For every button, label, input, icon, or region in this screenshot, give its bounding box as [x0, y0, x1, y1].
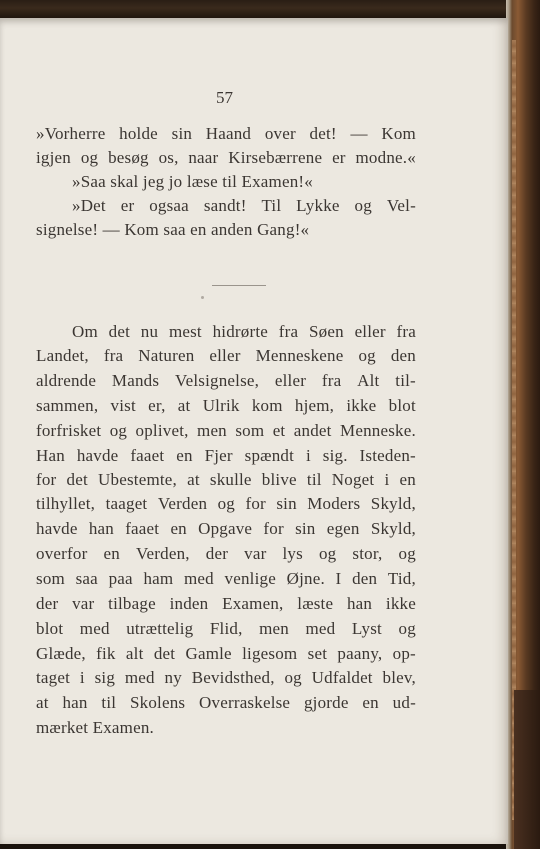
text-line: »Vorherre holde sin Haand over det! — Kom: [36, 124, 416, 143]
text-line: at han til Skolens Overraskelse gjorde en ud-: [36, 693, 416, 712]
book-page: [0, 18, 508, 844]
text-line: taget i sig med ny Bevidsthed, og Udfaldet blev,: [36, 668, 416, 687]
text-line: aldrende Mands Velsignelse, eller fra Alt til-: [36, 371, 416, 390]
text-line: »Saa skal jeg jo læse til Examen!«: [72, 172, 313, 191]
text-line: signelse! — Kom saa en anden Gang!«: [36, 220, 310, 239]
section-divider: [212, 285, 266, 286]
text-line: tilhyllet, taaget Verden og for sin Moders Skyld,: [36, 494, 416, 513]
text-line: forfrisket og oplivet, men som et andet Menneske.: [36, 421, 416, 440]
text-line: igjen og besøg os, naar Kirsebærrene er modne.«: [36, 148, 416, 167]
page-number: 57: [216, 88, 233, 107]
text-line: overfor en Verden, der var lys og stor, og: [36, 544, 416, 563]
text-line: sammen, vist er, at Ulrik kom hjem, ikke blot: [36, 396, 416, 415]
text-line: mærket Examen.: [36, 718, 154, 737]
text-line: »Det er ogsaa sandt! Til Lykke og Vel-: [72, 196, 416, 215]
text-line: for det Ubestemte, at skulle blive til Noget i en: [36, 470, 416, 489]
text-line: der var tilbage inden Examen, læste han ikke: [36, 594, 416, 613]
text-line: blot med utrættelig Flid, men med Lyst og: [36, 619, 416, 638]
text-line: Om det nu mest hidrørte fra Søen eller fra: [72, 322, 416, 341]
text-line: Glæde, fik alt det Gamle ligesom set paany, op-: [36, 644, 416, 663]
text-line: som saa paa ham med venlige Øjne. I den Tid,: [36, 569, 416, 588]
divider-dot: [201, 296, 204, 299]
text-line: havde han faaet en Opgave for sin egen Skyld,: [36, 519, 416, 538]
text-line: Han havde faaet en Fjer spændt i sig. Isteden-: [36, 446, 416, 465]
cover-edge: [514, 690, 540, 849]
text-line: Landet, fra Naturen eller Menneskene og den: [36, 346, 416, 365]
